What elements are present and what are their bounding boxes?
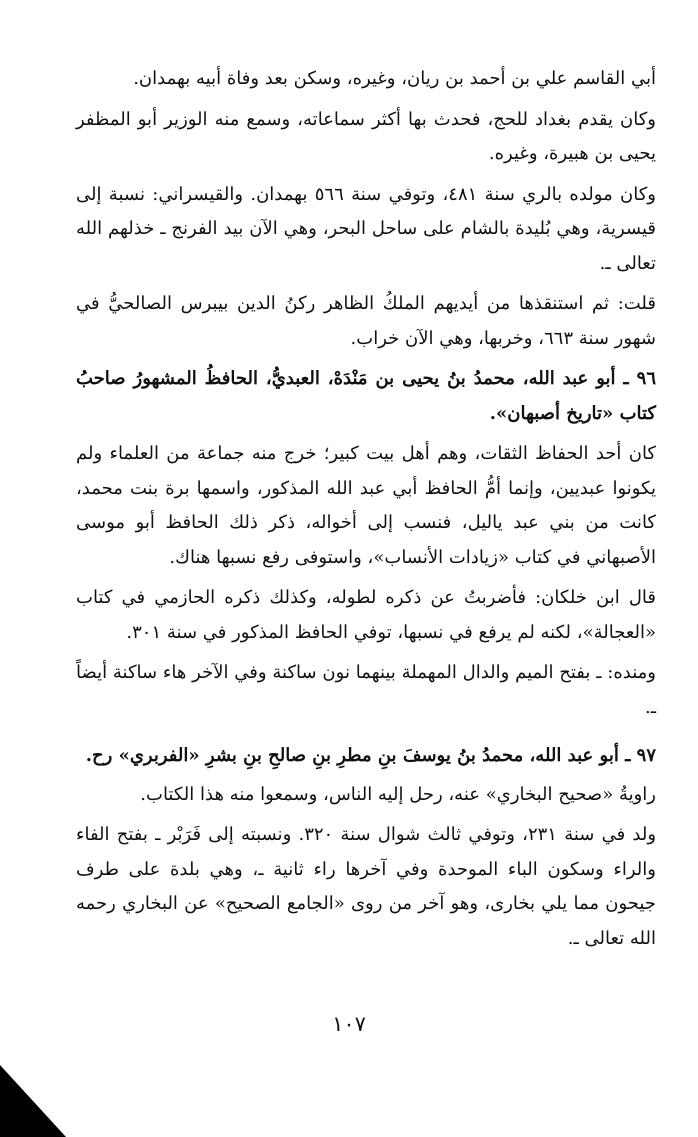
paragraph-baghdad: وكان يقدم بغداد للحج، فحدث بها أكثر سماعاته، وسمع منه الوزير أبو المظفر يحيى بن هبيرة، وغيره. [76, 108, 656, 164]
entry-heading-97: ٩٧ ـ أبو عبد الله، محمدُ بنُ يوسفَ بنِ مطرِ بنِ صالحِ بنِ بشرِ «الفربري» رح. [85, 745, 656, 766]
paragraph-continuation: أبي القاسم علي بن أحمد بن ريان، وغيره، وسكن بعد وفاة أبيه بهمدان. [133, 68, 656, 89]
entry-heading-96: ٩٦ ـ أبو عبد الله، محمدُ بنُ يحيى بن مَنْدَهْ، العبديُّ، الحافظُ المشهورُ صاحبُ كتاب «تاريخ أصبهان». [76, 368, 656, 424]
paragraph-ibn-khallikan: قال ابن خلكان: فأضربتُ عن ذكره لطوله، وكذلك ذكره الحازمي في كتاب «العجالة»، لكنه لم يرفع في نسبها، توفي الحافظ المذكور في سنة ٣٠١. [76, 587, 656, 643]
paragraph-birth-death: وكان مولده بالري سنة ٤٨١، وتوفي سنة ٥٦٦ بهمدان. والقيسراني: نسبة إلى قيسرية، وهي بُليدة بالشام على ساحل البحر، وهي الآن بيد الفرنج ـ خذلهم الله تعالى ـ. [76, 183, 656, 274]
page-number: ١٠٧ [332, 1012, 366, 1036]
paragraph-mandah: ومنده: ـ بفتح الميم والدال المهملة بينهما نون ساكنة وفي الآخر هاء ساكنة أيضاً ـ. [76, 662, 656, 718]
paragraph-entry-97-body: راويةُ «صحيح البخاري» عنه، رحل إليه الناس، وسمعوا منه هذا الكتاب. [140, 783, 656, 805]
paragraph-firabr: ولد في سنة ٢٣١، وتوفي ثالث شوال سنة ٣٢٠. ونسبته إلى فَرَبْر ـ بفتح الفاء والراء وسكون الباء الموحدة وفي آخرها راء ثانية ـ، وهي بلدة على طرف جيحون مما يلي بخارى، وهو آخر من روى «الجامع الصحيح» عن البخاري رحمه الله تعالى ـ. [76, 824, 657, 949]
scan-corner-shadow [0, 1065, 66, 1137]
paragraph-entry-96-body: كان أحد الحفاظ الثقات، وهم أهل بيت كبير؛ خرج منه جماعة من العلماء ولم يكونوا عبديين، وإنما أمُّ الحافظ أبي عبد الله المذكور، واسمها برة بنت محمد، كانت من بني عبد ياليل، فنسب إلى أخواله، ذكر ذلك الحافظ أبو موسى الأصبهاني في كتاب «زيادات الأنساب»، واستوفى رفع نسبها هناك. [76, 443, 656, 568]
paragraph-note: قلت: ثم استنقذها من أيديهم الملكُ الظاهر ركنُ الدين بيبرس الصالحيُّ في شهور سنة ٦٦٣، وخربها، وهي الآن خراب. [76, 293, 656, 349]
page-body [76, 62, 656, 956]
